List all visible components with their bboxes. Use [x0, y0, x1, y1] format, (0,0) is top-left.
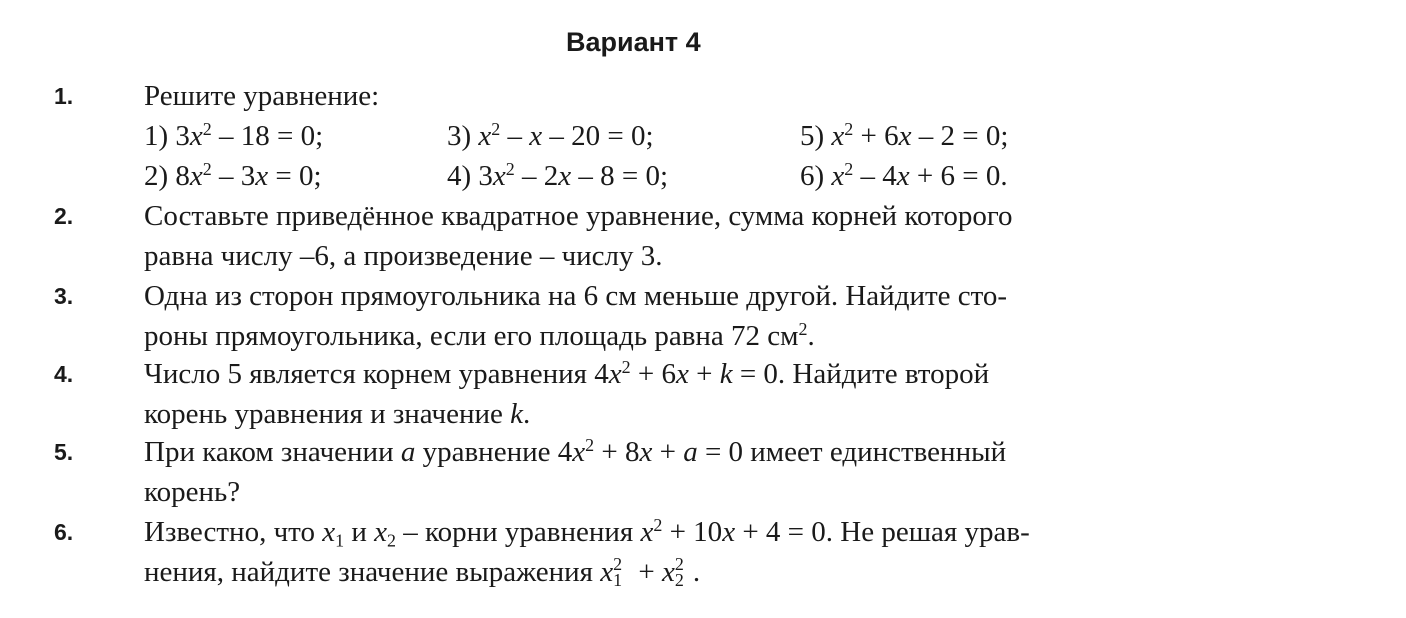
- equation-4: 4) $3x^2 - 2x - 8 = 0$;: [447, 159, 669, 192]
- equation-3: 3) $x^2 - x - 20 = 0$;: [447, 119, 654, 152]
- equation-5: 5) $x^2 + 6x - 2 = 0$;: [800, 119, 1009, 152]
- task-number: 3.: [54, 283, 74, 309]
- page-title: Вариант 4: [566, 27, 701, 57]
- task-text-line-1: Число 5 является корнем уравнения $4x^2 + 6x + k = 0$. Найдите второй: [144, 357, 990, 390]
- equation-2: 2) $8x^2 - 3x = 0$;: [144, 159, 322, 192]
- task-text: Решите уравнение:: [144, 80, 380, 112]
- task-text-line-1: Составьте приведённое квадратное уравнение, сумма корней которого: [144, 200, 1013, 232]
- task-text-line-1: Одна из сторон прямоугольника на 6 см меньше другой. Найдите сто-: [144, 280, 1008, 312]
- task-number: 4.: [54, 361, 74, 387]
- task-number: 5.: [54, 439, 74, 465]
- equation-6: 6) $x^2 - 4x + 6 = 0$.: [800, 159, 1008, 192]
- task-text-line-2: корень?: [144, 476, 241, 508]
- equation-1: 1) $3x^2 - 18 = 0$;: [144, 119, 324, 152]
- task-number: 1.: [54, 83, 74, 109]
- task-text-line-2: нения, найдите значение выражения x 2 1 + x 2 2 .: [144, 554, 701, 590]
- task-number: 2.: [54, 203, 74, 229]
- task-text-line-2: роны прямоугольника, если его площадь равна 72 $см^2$.: [144, 319, 815, 352]
- task-number: 6.: [54, 519, 74, 545]
- task-text-line-1: При каком значении a уравнение $4x^2 + 8x + a = 0$ имеет единственный: [144, 435, 1007, 468]
- task-text-line-2: равна числу –6, а произведение – числу 3.: [144, 240, 663, 272]
- task-text-line-2: корень уравнения и значение k.: [144, 398, 531, 430]
- task-text-line-1: Известно, что $x_1$ и $x_2$ – корни уравнения $x^2 + 10x + 4 = 0$. Не решая урав-: [144, 515, 1030, 551]
